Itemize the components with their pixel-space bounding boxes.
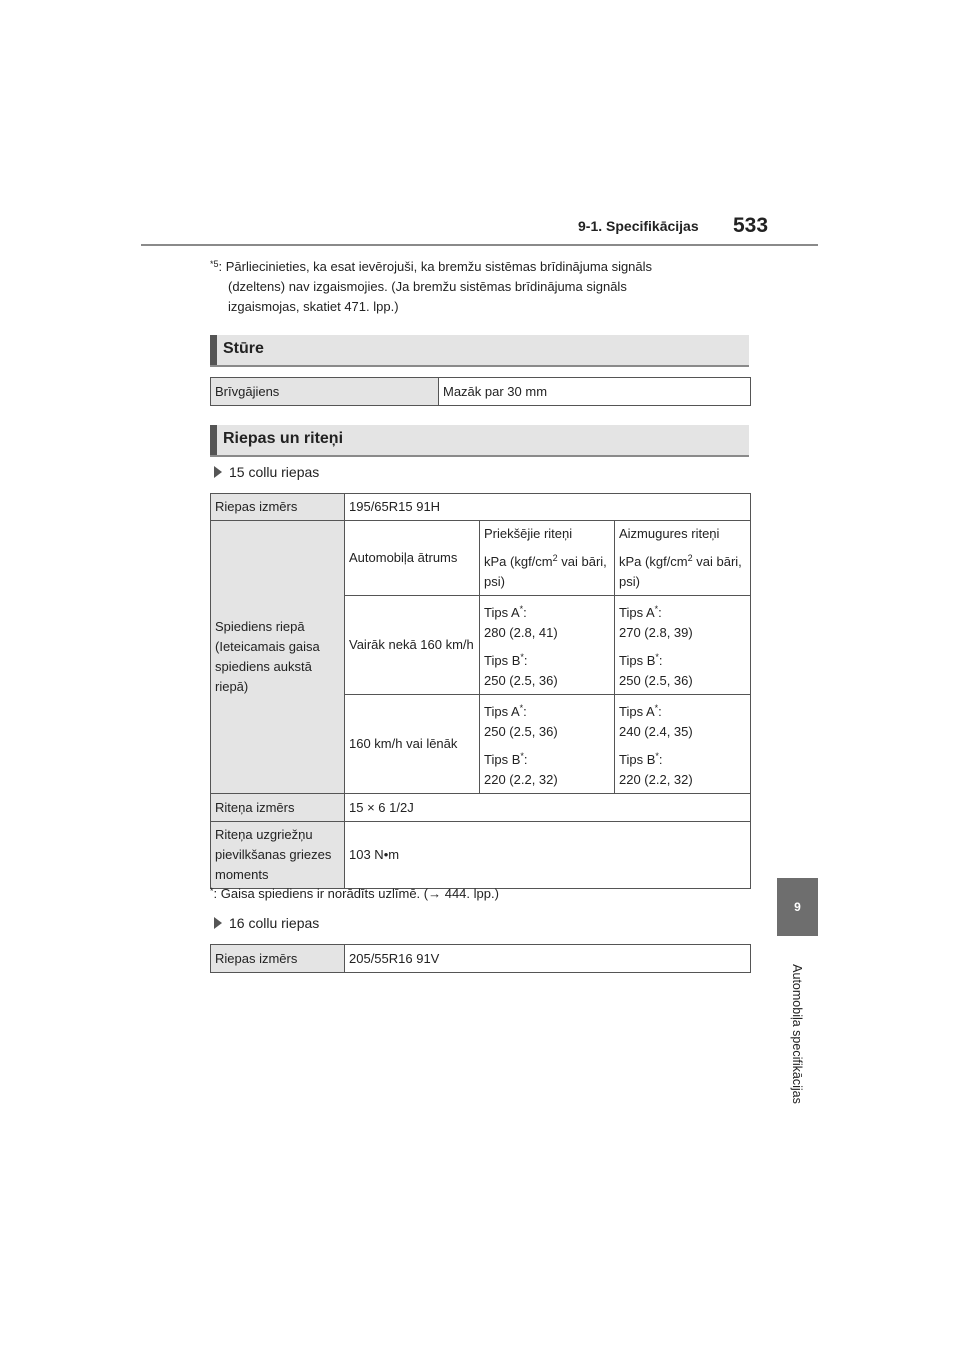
rear-header-sup: 2 xyxy=(687,553,693,563)
tires-section-title: Riepas un riteņi xyxy=(223,430,344,447)
front-header-unit: kPa (kgf/cm xyxy=(484,554,553,569)
header-divider xyxy=(141,244,818,246)
chapter-number: 9 xyxy=(794,900,801,914)
tires-15-table xyxy=(210,493,751,889)
tire-size-value: 195/65R15 91H xyxy=(345,494,751,521)
note-line-2: (dzeltens) nav izgaismojies. (Ja bremžu sistēmas brīdinājuma signāls xyxy=(228,279,627,294)
type-b-value: 220 (2.2, 32) xyxy=(484,772,558,787)
subsection-16-inch xyxy=(214,915,319,931)
note-mark: *5 xyxy=(210,259,219,269)
front-header-unit-end: vai bāri, psi) xyxy=(484,554,607,589)
asterisk: * xyxy=(520,751,524,761)
asterisk: * xyxy=(655,652,659,662)
colon: : xyxy=(523,752,528,767)
steering-table xyxy=(210,377,751,406)
colon: : xyxy=(658,605,662,620)
rear-pressure-cell xyxy=(615,596,751,695)
type-b-label: Tips B xyxy=(619,653,656,668)
asterisk: * xyxy=(519,604,524,614)
colon: : xyxy=(523,653,528,668)
table-row xyxy=(211,378,751,406)
tire-size-value: 205/55R16 91V xyxy=(345,945,751,973)
footnote-text: : Gaisa spiediens ir norādīts uzlīmē. (→ 444. lpp.) xyxy=(213,886,499,901)
rear-header-unit: kPa (kgf/cm xyxy=(619,554,688,569)
type-b-label: Tips B xyxy=(619,752,656,767)
table-row xyxy=(211,494,751,521)
pressure-label: Spiediens riepā (Ieteicamais gaisa spiediens aukstā riepā) xyxy=(211,521,345,794)
rear-pressure-cell xyxy=(615,695,751,794)
pressure-footnote xyxy=(210,886,499,901)
chapter-title: Automobiļa specifikācijas xyxy=(790,963,804,1104)
table-row xyxy=(211,945,751,973)
free-play-label: Brīvgājiens xyxy=(211,378,439,406)
colon: : xyxy=(658,704,662,719)
type-b-label: Tips B xyxy=(484,752,521,767)
type-a-value: 240 (2.4, 35) xyxy=(619,724,693,739)
rear-header-unit-end: vai bāri, psi) xyxy=(619,554,742,589)
type-b-value: 250 (2.5, 36) xyxy=(619,673,693,688)
type-a-value: 270 (2.8, 39) xyxy=(619,625,693,640)
front-header-title: Priekšējie riteņi xyxy=(484,526,573,541)
tire-size-label: Riepas izmērs xyxy=(211,494,345,521)
type-b-value: 220 (2.2, 32) xyxy=(619,772,693,787)
type-a-value: 280 (2.8, 41) xyxy=(484,625,558,640)
speed-header: Automobiļa ātrums xyxy=(345,521,480,596)
table-row xyxy=(211,822,751,889)
triangle-bullet-icon xyxy=(214,917,222,929)
subsection-15-inch xyxy=(214,464,319,480)
colon: : xyxy=(658,653,663,668)
asterisk: * xyxy=(520,652,524,662)
colon: : xyxy=(523,704,527,719)
torque-label: Riteņa uzgriežņu pievilkšanas griezes moments xyxy=(211,822,345,889)
triangle-bullet-icon xyxy=(214,466,222,478)
asterisk: * xyxy=(654,604,659,614)
type-a-label: Tips A xyxy=(619,605,655,620)
table-row xyxy=(211,794,751,822)
tires-section-header xyxy=(210,425,749,457)
front-pressure-cell xyxy=(480,695,615,794)
note-line-3: izgaismojas, skatiet 471. lpp.) xyxy=(228,299,399,314)
free-play-value: Mazāk par 30 mm xyxy=(439,378,751,406)
footnote-mark: * xyxy=(210,886,214,896)
steering-section-header xyxy=(210,335,749,367)
type-b-value: 250 (2.5, 36) xyxy=(484,673,558,688)
speed-cell: Vairāk nekā 160 km/h xyxy=(345,596,480,695)
wheel-size-value: 15 × 6 1/2J xyxy=(345,794,751,822)
page-number: 533 xyxy=(733,214,769,237)
steering-section-title: Stūre xyxy=(223,340,264,357)
rear-header-title: Aizmugures riteņi xyxy=(619,526,720,541)
type-a-label: Tips A xyxy=(484,605,520,620)
asterisk: * xyxy=(654,703,659,713)
tire-size-label: Riepas izmērs xyxy=(211,945,345,973)
section-title: 9-1. Specifikācijas xyxy=(578,218,699,234)
tires-16-table xyxy=(210,944,751,973)
torque-value: 103 N•m xyxy=(345,822,751,889)
asterisk: * xyxy=(519,703,524,713)
subsection-15-title: 15 collu riepas xyxy=(229,464,320,480)
front-header-sup: 2 xyxy=(552,553,558,563)
note-line-1: : Pārliecinieties, ka esat ievērojuši, ka bremžu sistēmas brīdinājuma signāls xyxy=(218,259,653,274)
chapter-tab xyxy=(777,878,818,936)
chapter-side-label xyxy=(784,946,810,1121)
brake-warning-note xyxy=(210,254,755,317)
table-row xyxy=(211,521,751,596)
front-header xyxy=(480,521,615,596)
colon: : xyxy=(658,752,663,767)
type-a-value: 250 (2.5, 36) xyxy=(484,724,558,739)
rear-header xyxy=(615,521,751,596)
front-pressure-cell xyxy=(480,596,615,695)
type-a-label: Tips A xyxy=(484,704,520,719)
type-a-label: Tips A xyxy=(619,704,655,719)
colon: : xyxy=(523,605,527,620)
speed-cell: 160 km/h vai lēnāk xyxy=(345,695,480,794)
type-b-label: Tips B xyxy=(484,653,521,668)
asterisk: * xyxy=(655,751,659,761)
subsection-16-title: 16 collu riepas xyxy=(229,915,320,931)
wheel-size-label: Riteņa izmērs xyxy=(211,794,345,822)
